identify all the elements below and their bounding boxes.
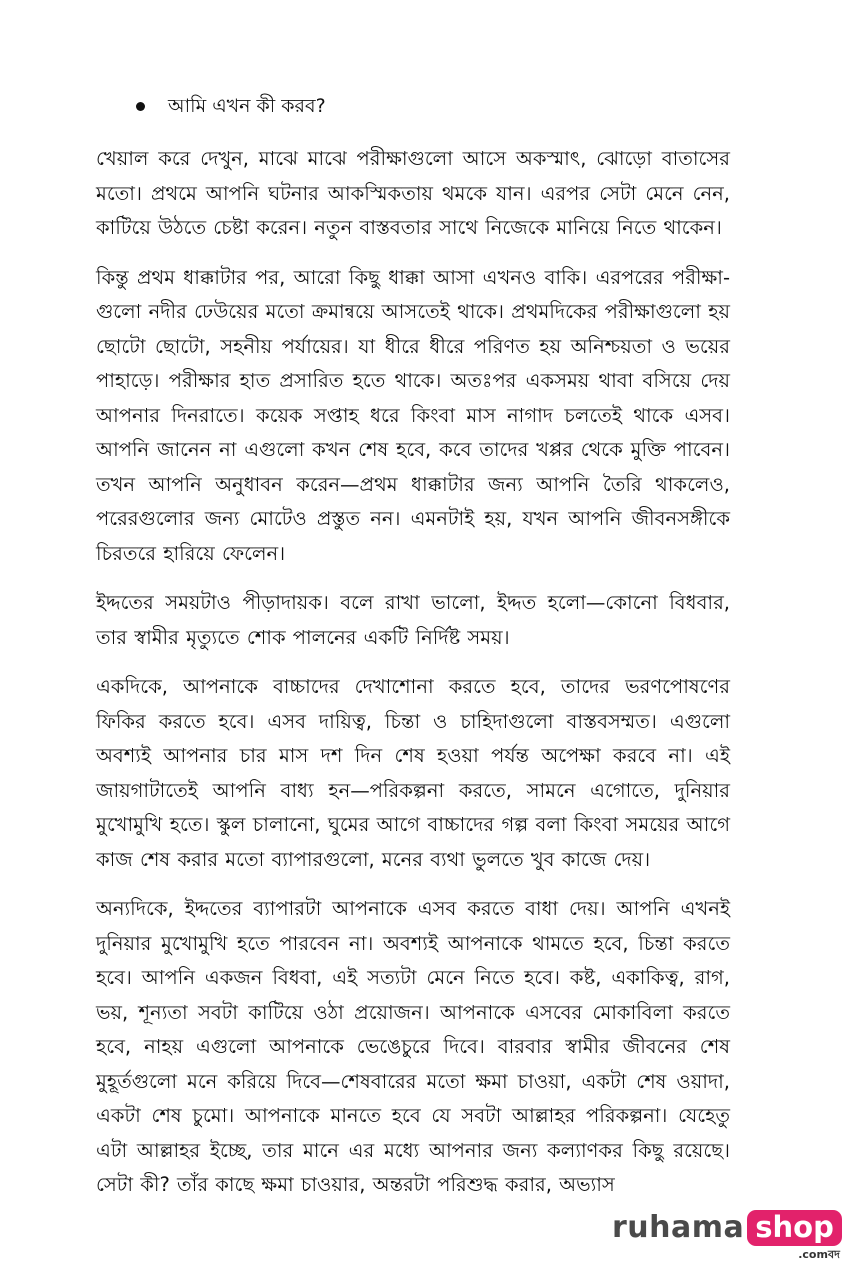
logo-ruhama-text: ruhama (612, 1210, 745, 1245)
paragraph-2: কিন্তু প্রথম ধাক্কাটার পর, আরো কিছু ধাক্কা আসা এখনও বাকি। এরপরের পরীক্ষা-গুলো নদীর ঢেউয়ের মতো ক্রমান্বয়ে আসতেই থাকে। প্রথমদিকের পরীক্ষাগুলো হয় ছোটো ছোটো, সহনীয় পর্যায়ের। যা ধীরে ধীরে পরিণত হয় অনিশ্চয়তা ও ভয়ের পাহাড়ে। পরীক্ষার হাত প্রসারিত হতে থাকে। অতঃপর একসময় থাবা বসিয়ে দেয় আপনার দিনরাতে। কয়েক সপ্তাহ ধরে কিংবা মাস নাগাদ চলতেই থাকে এসব। আপনি জানেন না এগুলো কখন শেষ হবে, কবে তাদের খপ্পর থেকে মুক্তি পাবেন। তখন আপনি অনুধাবন করেন—প্রথম ধাক্কাটার জন্য আপনি তৈরি থাকলেও, পরেরগুলোর জন্য মোটেও প্রস্তুত নন। এমনটাই হয়, যখন আপনি জীবনসঙ্গীকে চিরতরে হারিয়ে ফেলেন। (96, 265, 730, 565)
ruhamashop-logo (612, 1210, 842, 1261)
logo-shop-badge: shop (747, 1210, 842, 1246)
logo-shop-wrap (747, 1210, 842, 1261)
bullet-icon (136, 102, 145, 111)
body-text (96, 142, 730, 1218)
logo-domain-text: .comবদ (798, 1248, 840, 1261)
bullet-text: আমি এখন কী করব? (168, 95, 326, 117)
paragraph-1: খেয়াল করে দেখুন, মাঝে মাঝে পরীক্ষাগুলো আসে অকস্মাৎ, ঝোড়ো বাতাসের মতো। প্রথমে আপনি ঘটনার আকস্মিকতায় থমকে যান। এরপর সেটা মেনে নেন, কাটিয়ে উঠতে চেষ্টা করেন। নতুন বাস্তবতার সাথে নিজেকে মানিয়ে নিতে থাকেন। (96, 147, 730, 239)
paragraph-5: অন্যদিকে, ইদ্দতের ব্যাপারটা আপনাকে এসব করতে বাধা দেয়। আপনি এখনই দুনিয়ার মুখোমুখি হতে পারবেন না। অবশ্যই আপনাকে থামতে হবে, চিন্তা করতে হবে। আপনি একজন বিধবা, এই সত্যটা মেনে নিতে হবে। কষ্ট, একাকিত্ব, রাগ, ভয়, শূন্যতা সবটা কাটিয়ে ওঠা প্রয়োজন। আপনাকে এসবের মোকাবিলা করতে হবে, নাহয় এগুলো আপনাকে ভেঙেচুরে দিবে। বারবার স্বামীর জীবনের শেষ মুহূর্তগুলো মনে করিয়ে দিবে—শেষবারের মতো ক্ষমা চাওয়া, একটা শেষ ওয়াদা, একটা শেষ চুমো। আপনাকে মানতে হবে যে সবটা আল্লাহর পরিকল্পনা। যেহেতু এটা আল্লাহর ইচ্ছে, তার মানে এর মধ্যে আপনার জন্য কল্যাণকর কিছু রয়েছে। সেটা কী? তাঁর কাছে ক্ষমা চাওয়ার, অন্তরটা পরিশুদ্ধ করার, অভ্যাস (96, 897, 730, 1196)
bullet-item (136, 92, 326, 120)
paragraph-3: ইদ্দতের সময়টাও পীড়াদায়ক। বলে রাখা ভালো, ইদ্দত হলো—কোনো বিধবার, তার স্বামীর মৃত্যুতে শোক পালনের একটি নির্দিষ্ট সময়। (96, 591, 730, 649)
paragraph-4: একদিকে, আপনাকে বাচ্চাদের দেখাশোনা করতে হবে, তাদের ভরণপোষণের ফিকির করতে হবে। এসব দায়িত্ব, চিন্তা ও চাহিদাগুলো বাস্তবসম্মত। এগুলো অবশ্যই আপনার চার মাস দশ দিন শেষ হওয়া পর্যন্ত অপেক্ষা করবে না। এই জায়গাটাতেই আপনি বাধ্য হন—পরিকল্পনা করতে, সামনে এগোতে, দুনিয়ার মুখোমুখি হতে। স্কুল চালানো, ঘুমের আগে বাচ্চাদের গল্প বলা কিংবা সময়ের আগে কাজ শেষ করার মতো ব্যাপারগুলো, মনের ব্যথা ভুলতে খুব কাজে দেয়। (96, 675, 730, 871)
